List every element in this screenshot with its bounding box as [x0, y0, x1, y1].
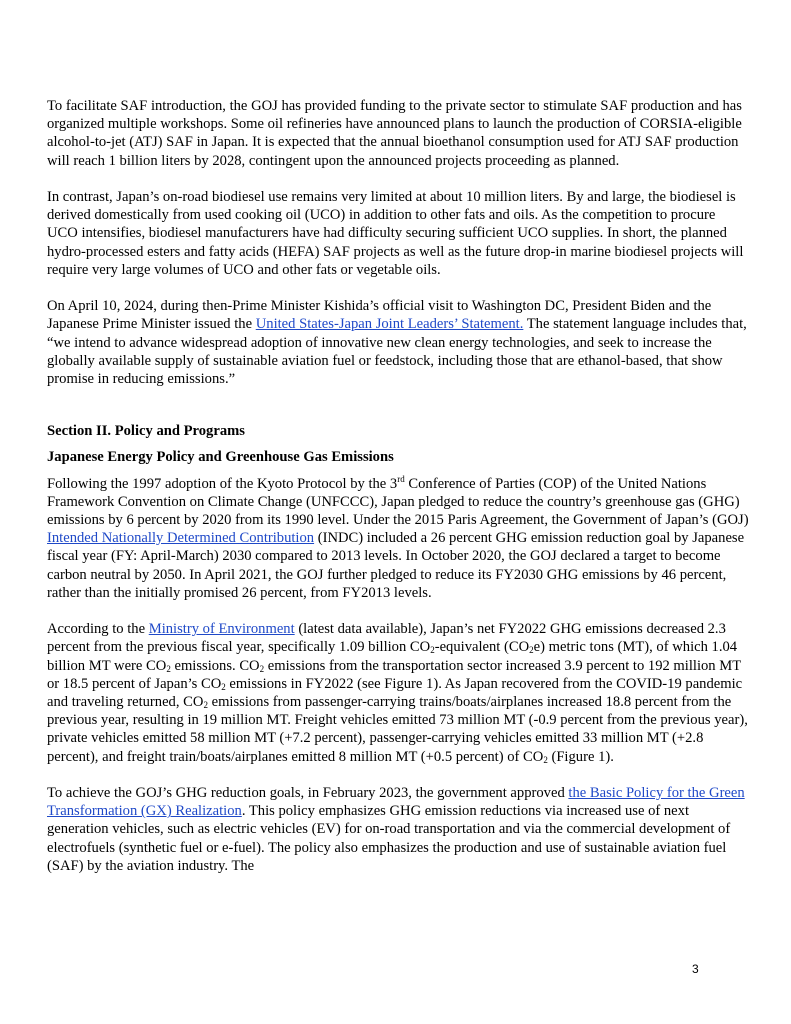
text-segment: According to the: [47, 621, 149, 638]
text-segment: (Figure 1).: [547, 748, 614, 765]
co2-subscript: 2: [529, 645, 534, 656]
text-segment: (latest data available), Japan’s net FY2022 GHG emissions decreased 2.3 percent from the previous fiscal year, specifically 1.09 billion CO: [47, 621, 726, 656]
link-joint-leaders-statement[interactable]: United States-Japan Joint Leaders’ Statement.: [255, 316, 524, 333]
text-segment: On April 10, 2024, during then-Prime Minister Kishida’s official visit to Washington DC, President Biden and the Japanese Prime Minister issued the: [47, 298, 712, 333]
paragraph-biodiesel: In contrast, Japan’s on-road biodiesel use remains very limited at about 10 million liters. By and large, the biodiesel is derived domestically from used cooking oil (UCO) in addition to other fats and oils. As the competition to procure UCO intensifies, biodiesel manufacturers have had difficulty securing sufficient UCO supplies. In short, the planned hydro-processed esters and fatty acids (HEFA) SAF projects as well as the future drop-in marine biodiesel projects will require very large volumes of UCO and other fats or vegetable oils.: [47, 189, 744, 278]
link-indc[interactable]: Intended Nationally Determined Contribution: [47, 530, 315, 547]
page-number: 3: [692, 962, 699, 976]
document-body: [47, 97, 749, 893]
text-segment: emissions in FY2022 (see Figure 1). As Japan recovered from the COVID-19 pandemic and traveling returned, CO: [47, 675, 743, 711]
section-heading: Section II. Policy and Programs: [47, 423, 245, 440]
paragraph-kyoto-protocol: [47, 475, 749, 602]
co2-subscript: 2: [430, 645, 435, 656]
ordinal-superscript: rd: [397, 473, 405, 484]
co2-subscript: 2: [543, 754, 548, 765]
text-segment: (INDC) included a 26 percent GHG emission reduction goal by Japanese fiscal year (FY: April-March) 2030 compared to 2013 levels. In October 2020, the GOJ declared a target to become carbon neutral by 2050. In April 2021, the GOJ further pledged to reduce its FY2030 GHG emissions by 46 percent, rather than the initially promised 26 percent, from FY2013 levels.: [47, 530, 745, 601]
co2-subscript: 2: [221, 681, 226, 692]
paragraph-saf-introduction: To facilitate SAF introduction, the GOJ has provided funding to the private sector to stimulate SAF production and has organized multiple workshops. Some oil refineries have announced plans to launch the production of CORSIA-eligible alcohol-to-jet (ATJ) SAF in Japan. It is expected that the annual bioethanol consumption used for ATJ SAF production will reach 1 billion liters by 2028, contingent upon the announced projects proceeding as planned.: [47, 98, 742, 169]
paragraph-joint-statement: [47, 297, 749, 388]
text-segment: To achieve the GOJ’s GHG reduction goals, in February 2023, the government approved: [47, 785, 569, 802]
link-gx-basic-policy[interactable]: the Basic Policy for the Green Transformation (GX) Realization: [47, 785, 745, 820]
subsection-heading: Japanese Energy Policy and Greenhouse Gas Emissions: [47, 449, 394, 466]
text-segment: emissions from the transportation sector increased 3.9 percent to 192 million MT or 18.5 percent of Japan’s CO: [47, 657, 741, 692]
co2-subscript: 2: [259, 663, 265, 674]
text-segment: e) metric tons (MT), of which 1.04 billion MT were CO: [47, 639, 738, 674]
text-segment: emissions. CO: [170, 657, 260, 674]
text-segment: emissions from passenger-carrying trains/boats/airplanes increased 18.8 percent from the previous year, resulting in 19 million MT. Freight vehicles emitted 73 million MT (-0.9 percent from the previous year), private vehicles emitted 58 million MT (+7.2 percent), passenger-carrying vehicles emitted 33 million MT (+2.8 percent), and freight train/boats/airplanes emitted 8 million MT (+0.5 percent) of CO: [47, 694, 748, 765]
text-segment: The statement language includes that, “we intend to advance widespread adoption of innovative new clean energy technologies, and seek to increase the globally available supply of sustainable aviation fuel or feedstock, including those that are ethanol-based, that show promise in reducing emissions.”: [47, 316, 747, 388]
text-segment: Conference of Parties (COP) of the United Nations Framework Convention on Climate Change (UNFCCC), Japan pledged to reduce the country’s greenhouse gas (GHG) emissions by 6 percent by 2020 from its 1990 level. Under the 2015 Paris Agreement, the Government of Japan’s (GOJ): [47, 475, 749, 529]
text-segment: -equivalent (CO: [434, 639, 530, 656]
text-segment: Following the 1997 adoption of the Kyoto Protocol by the 3: [47, 475, 398, 492]
co2-subscript: 2: [166, 663, 171, 674]
text-segment: . This policy emphasizes GHG emission reductions via increased use of next generation vehicles, such as electric vehicles (EV) for on-road transportation and via the commercial development of electrofuels (synthetic fuel or e-fuel). The policy also emphasizes the production and use of sustainable aviation fuel (SAF) by the aviation industry. The: [47, 803, 731, 874]
paragraph-ghg-emissions: [47, 620, 749, 766]
co2-subscript: 2: [203, 700, 208, 711]
paragraph-gx-policy: [47, 784, 749, 875]
link-ministry-of-environment[interactable]: Ministry of Environment: [148, 621, 295, 638]
